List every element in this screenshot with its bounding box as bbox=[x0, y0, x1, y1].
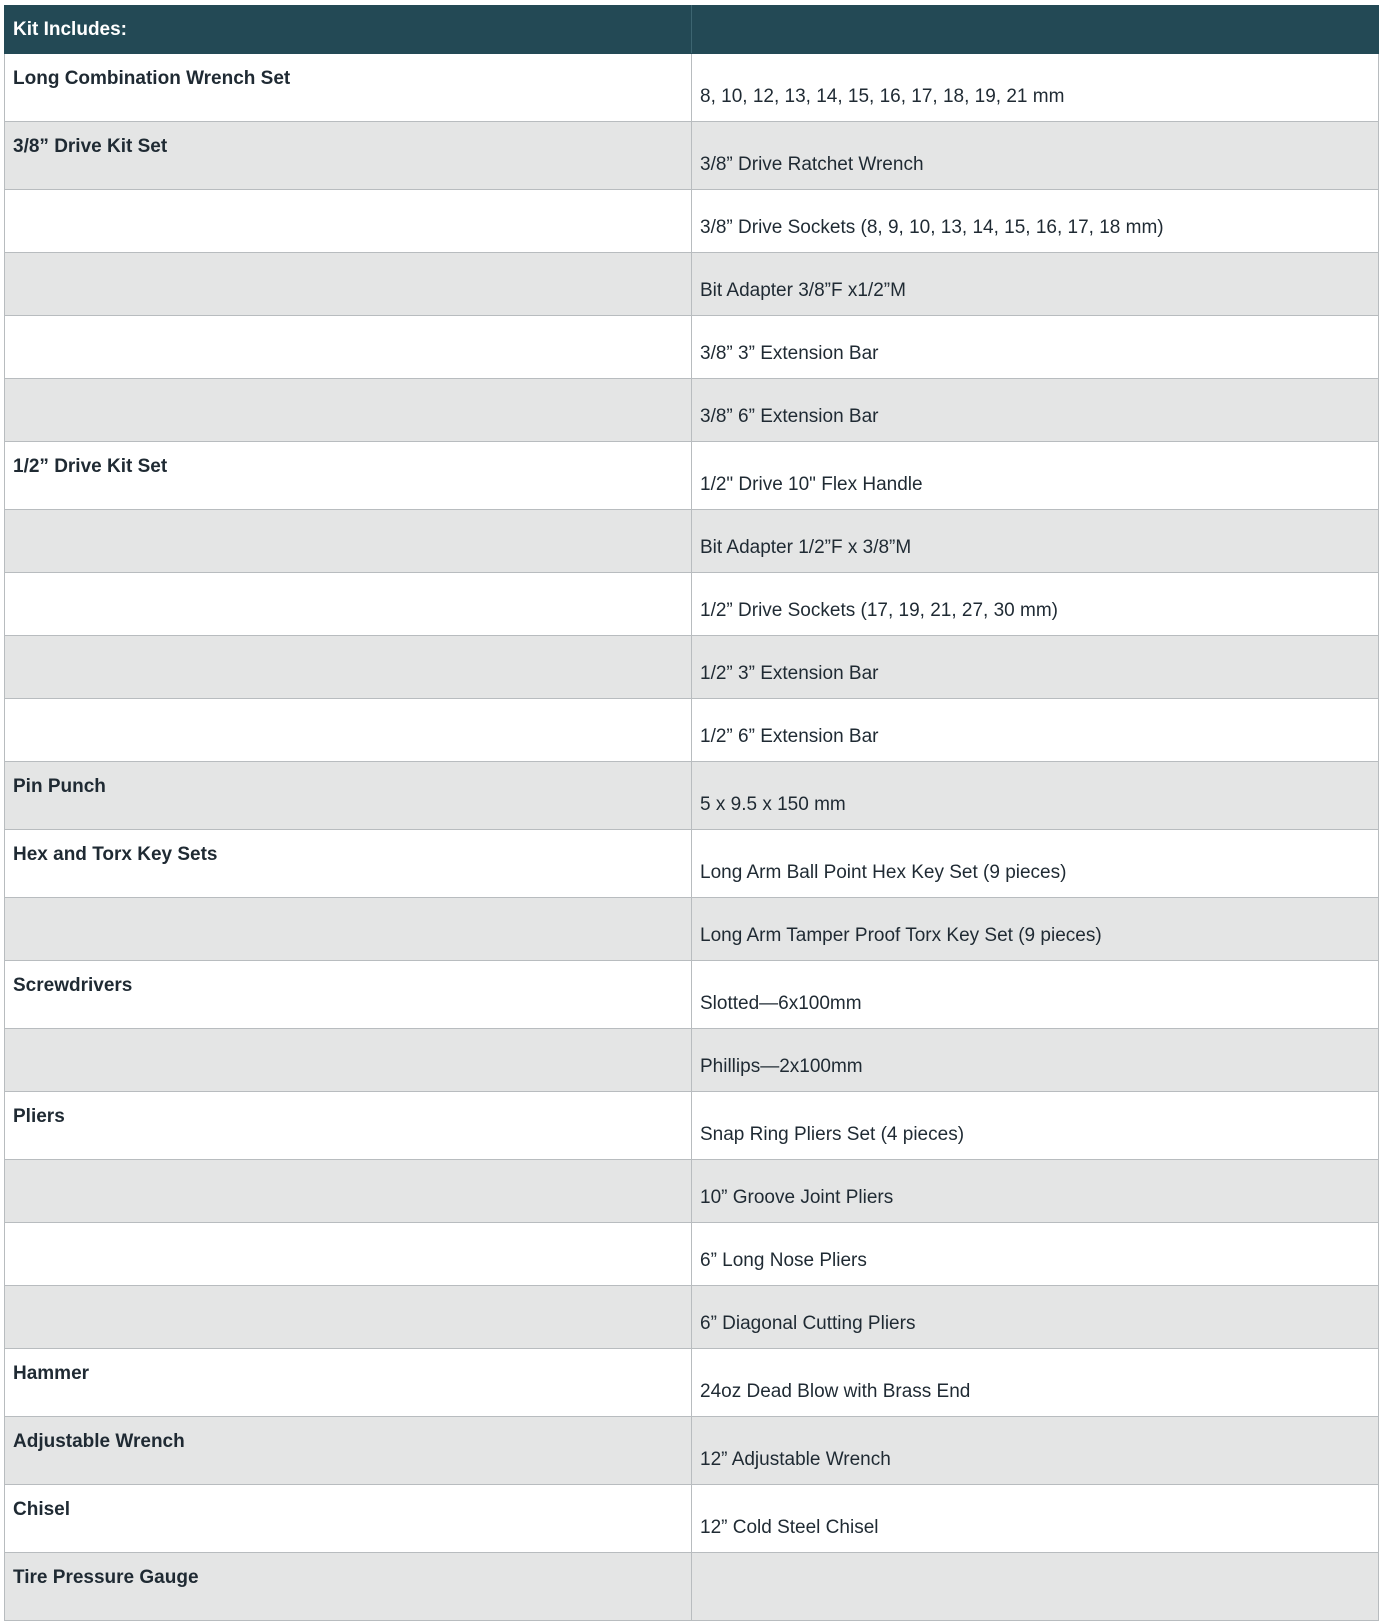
table-row bbox=[5, 830, 1379, 898]
table-row bbox=[5, 961, 1379, 1029]
item-cell: 6” Diagonal Cutting Pliers bbox=[692, 1286, 1379, 1349]
item-cell: 8, 10, 12, 13, 14, 15, 16, 17, 18, 19, 21 mm bbox=[692, 54, 1379, 122]
category-cell bbox=[5, 190, 692, 253]
item-cell: 6” Long Nose Pliers bbox=[692, 1223, 1379, 1286]
item-cell: 3/8” Drive Sockets (8, 9, 10, 13, 14, 15, 16, 17, 18 mm) bbox=[692, 190, 1379, 253]
table-row bbox=[5, 1286, 1379, 1349]
header-cell-item bbox=[692, 6, 1379, 54]
table-row bbox=[5, 1349, 1379, 1417]
item-cell: 3/8” 3” Extension Bar bbox=[692, 316, 1379, 379]
item-cell: 1/2” Drive Sockets (17, 19, 21, 27, 30 mm) bbox=[692, 573, 1379, 636]
category-cell bbox=[5, 898, 692, 961]
category-cell: Tire Pressure Gauge bbox=[5, 1553, 692, 1621]
category-cell: 3/8” Drive Kit Set bbox=[5, 122, 692, 190]
category-cell: Long Combination Wrench Set bbox=[5, 54, 692, 122]
table-row bbox=[5, 762, 1379, 830]
table-row bbox=[5, 1223, 1379, 1286]
category-cell bbox=[5, 510, 692, 573]
table-row bbox=[5, 699, 1379, 762]
table-row bbox=[5, 898, 1379, 961]
category-cell: Hammer bbox=[5, 1349, 692, 1417]
table-row bbox=[5, 253, 1379, 316]
table-row bbox=[5, 54, 1379, 122]
category-cell bbox=[5, 253, 692, 316]
category-cell bbox=[5, 636, 692, 699]
table-row bbox=[5, 316, 1379, 379]
item-cell: Bit Adapter 1/2”F x 3/8”M bbox=[692, 510, 1379, 573]
item-cell: 12” Cold Steel Chisel bbox=[692, 1485, 1379, 1553]
item-cell: Phillips—2x100mm bbox=[692, 1029, 1379, 1092]
category-cell bbox=[5, 573, 692, 636]
table-row bbox=[5, 573, 1379, 636]
item-cell: 1/2" Drive 10" Flex Handle bbox=[692, 442, 1379, 510]
item-cell: 12” Adjustable Wrench bbox=[692, 1417, 1379, 1485]
table-row bbox=[5, 1092, 1379, 1160]
table-row bbox=[5, 636, 1379, 699]
category-cell: Chisel bbox=[5, 1485, 692, 1553]
category-cell: Pin Punch bbox=[5, 762, 692, 830]
item-cell: 1/2” 6” Extension Bar bbox=[692, 699, 1379, 762]
item-cell: 3/8” Drive Ratchet Wrench bbox=[692, 122, 1379, 190]
category-cell: Adjustable Wrench bbox=[5, 1417, 692, 1485]
category-cell: Hex and Torx Key Sets bbox=[5, 830, 692, 898]
header-cell-category: Kit Includes: bbox=[5, 6, 692, 54]
item-cell bbox=[692, 1553, 1379, 1621]
category-cell bbox=[5, 316, 692, 379]
table-row bbox=[5, 379, 1379, 442]
item-cell: 5 x 9.5 x 150 mm bbox=[692, 762, 1379, 830]
table-row bbox=[5, 510, 1379, 573]
item-cell: 3/8” 6” Extension Bar bbox=[692, 379, 1379, 442]
table-row bbox=[5, 1485, 1379, 1553]
item-cell: Bit Adapter 3/8”F x1/2”M bbox=[692, 253, 1379, 316]
category-cell bbox=[5, 1029, 692, 1092]
table-row bbox=[5, 1029, 1379, 1092]
item-cell: Snap Ring Pliers Set (4 pieces) bbox=[692, 1092, 1379, 1160]
table-row bbox=[5, 1160, 1379, 1223]
category-cell: Pliers bbox=[5, 1092, 692, 1160]
item-cell: 24oz Dead Blow with Brass End bbox=[692, 1349, 1379, 1417]
category-cell bbox=[5, 1286, 692, 1349]
item-cell: Slotted—6x100mm bbox=[692, 961, 1379, 1029]
item-cell: Long Arm Ball Point Hex Key Set (9 pieces) bbox=[692, 830, 1379, 898]
kit-contents-table bbox=[4, 5, 1379, 1621]
table-header-row bbox=[5, 6, 1379, 54]
item-cell: Long Arm Tamper Proof Torx Key Set (9 pieces) bbox=[692, 898, 1379, 961]
category-cell: 1/2” Drive Kit Set bbox=[5, 442, 692, 510]
category-cell bbox=[5, 1160, 692, 1223]
table-row bbox=[5, 122, 1379, 190]
table-row bbox=[5, 190, 1379, 253]
item-cell: 10” Groove Joint Pliers bbox=[692, 1160, 1379, 1223]
category-cell bbox=[5, 699, 692, 762]
table-row bbox=[5, 1417, 1379, 1485]
category-cell bbox=[5, 379, 692, 442]
item-cell: 1/2” 3” Extension Bar bbox=[692, 636, 1379, 699]
category-cell: Screwdrivers bbox=[5, 961, 692, 1029]
table-row bbox=[5, 1553, 1379, 1621]
table-row bbox=[5, 442, 1379, 510]
category-cell bbox=[5, 1223, 692, 1286]
